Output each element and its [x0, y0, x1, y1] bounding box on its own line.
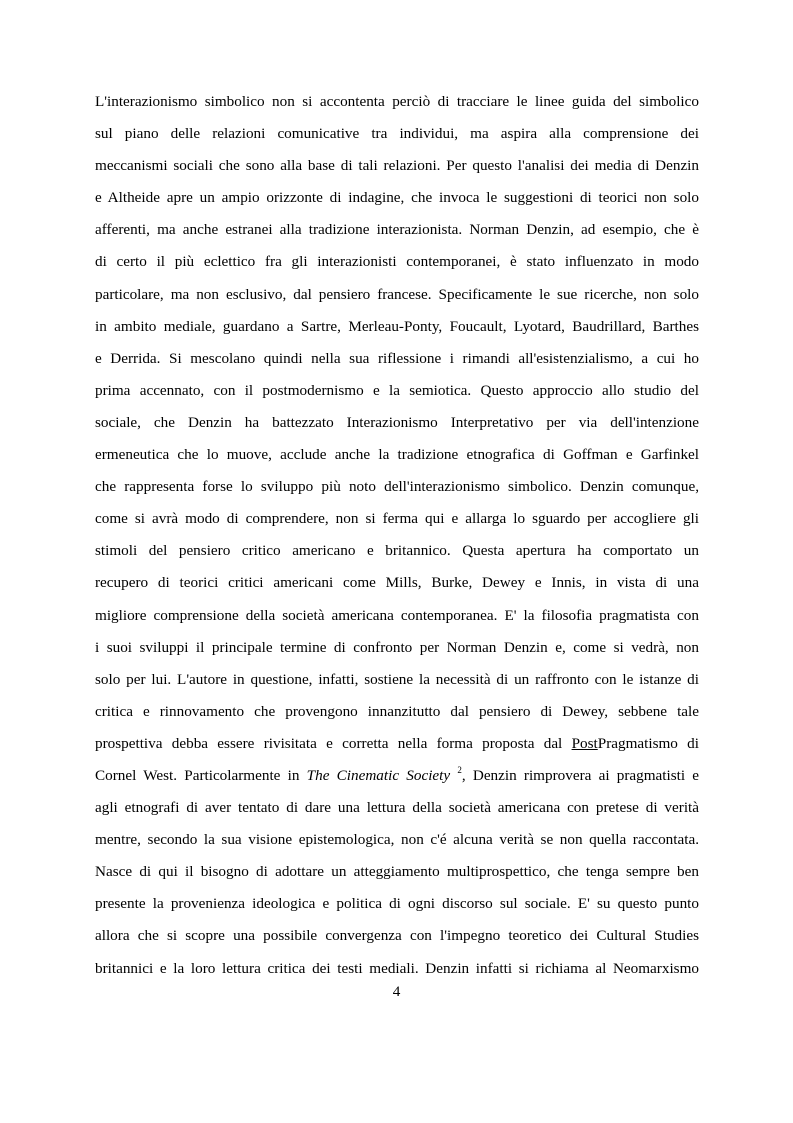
text-line: come si avrà modo di comprendere, non si ferma qui e allarga lo sguardo per accogliere gli: [95, 510, 699, 528]
text-segment: Pragmatismo di: [597, 734, 699, 752]
book-title: The Cinematic Society: [306, 766, 451, 784]
text-line: L'interazionismo simbolico non si accontenta perciò di tracciare le linee guida del simbolico: [95, 93, 699, 110]
text-segment: prospettiva debba essere rivisitata e corretta nella forma proposta dal: [95, 734, 563, 752]
text-line: e Derrida. Si mescolano quindi nella sua riflessione i rimandi all'esistenzialismo, a cui ho: [95, 349, 699, 367]
text-line: presente la provenienza ideologica e politica di ogni discorso sul sociale. E' su questo punto: [95, 895, 699, 913]
text-line: critica e rinnovamento che provengono innanzitutto dal pensiero di Dewey, sebbene tale: [95, 702, 699, 720]
text-line: mentre, secondo la sua visione epistemologica, non c'é alcuna verità se non quella raccontata.: [95, 831, 699, 849]
text-line: particolare, ma non esclusivo, dal pensiero francese. Specificamente le sue ricerche, non solo: [95, 285, 699, 303]
text-line: recupero di teorici critici americani come Mills, Burke, Dewey e Innis, in vista di una: [95, 574, 699, 592]
text-line: stimoli del pensiero critico americano e britannico. Questa apertura ha comportato un: [95, 542, 699, 560]
text-line: sociale, che Denzin ha battezzato Interazionismo Interpretativo per via dell'intenzione: [95, 413, 699, 431]
text-line: meccanismi sociali che sono alla base di tali relazioni. Per questo l'analisi dei media di Denzin: [95, 157, 699, 175]
text-line: di certo il più eclettico fra gli interazionisti contemporanei, è stato influenzato in modo: [95, 253, 699, 271]
text-line: prima accennato, con il postmodernismo e la semiotica. Questo approccio allo studio del: [95, 381, 699, 399]
underlined-term: Post: [571, 734, 598, 752]
text-line: agli etnografi di aver tentato di dare una lettura della società americana con pretese di verità: [95, 799, 699, 817]
text-line: in ambito mediale, guardano a Sartre, Merleau-Ponty, Foucault, Lyotard, Baudrillard, Barthes: [95, 317, 699, 335]
text-segment: Cornel West. Particolarmente in: [95, 766, 300, 784]
text-segment: , Denzin rimprovera ai pragmatisti e: [461, 766, 700, 784]
text-line: britannici e la loro lettura critica dei testi mediali. Denzin infatti si richiama al Neomarxismo: [95, 959, 699, 977]
text-line: ermeneutica che lo muove, acclude anche la tradizione etnografica di Goffman e Garfinkel: [95, 446, 699, 464]
text-line: migliore comprensione della società americana contemporanea. E' la filosofia pragmatista con: [95, 606, 699, 624]
text-line: [95, 760, 699, 792]
text-line: i suoi sviluppi il principale termine di confronto per Norman Denzin e, come si vedrà, non: [95, 638, 699, 656]
text-line: [95, 728, 699, 760]
body-paragraph: [95, 86, 699, 985]
text-line: Nasce di qui il bisogno di adottare un atteggiamento multiprospettico, che tenga sempre ben: [95, 863, 699, 881]
text-line: solo per lui. L'autore in questione, infatti, sostiene la necessità di un raffronto con le istanze di: [95, 670, 699, 688]
footnote-marker[interactable]: 2: [457, 764, 462, 775]
text-line: sul piano delle relazioni comunicative tra individui, ma aspira alla comprensione dei: [95, 125, 699, 143]
text-line: afferenti, ma anche estranei alla tradizione interazionista. Norman Denzin, ad esempio, che è: [95, 221, 699, 239]
page-number: 4: [392, 983, 401, 1000]
text-line: e Altheide apre un ampio orizzonte di indagine, che invoca le suggestioni di teorici non solo: [95, 189, 699, 207]
text-line: allora che si scopre una possibile convergenza con l'impegno teoretico dei Cultural Studies: [95, 927, 699, 945]
text-line: che rappresenta forse lo sviluppo più noto dell'interazionismo simbolico. Denzin comunque,: [95, 478, 699, 496]
